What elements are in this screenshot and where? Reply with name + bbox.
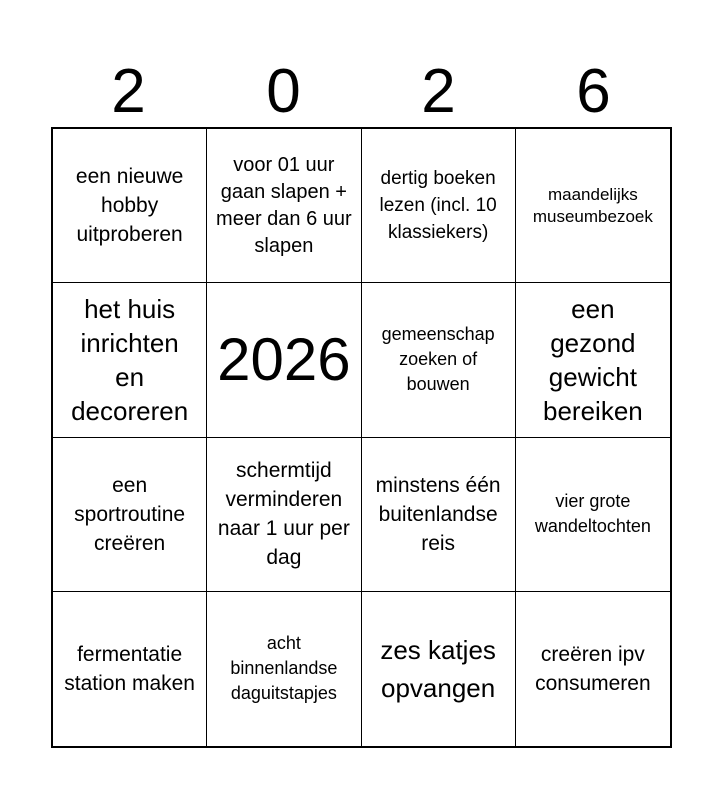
bingo-cell[interactable] [53, 129, 207, 283]
bingo-cell[interactable] [362, 129, 516, 283]
bingo-cell[interactable] [53, 283, 207, 437]
bingo-cell[interactable] [53, 438, 207, 592]
bingo-cell[interactable] [207, 438, 361, 592]
header-letter: 6 [576, 57, 611, 126]
header-letter: 2 [421, 57, 456, 126]
cell-text: minstens één buitenlandse reis [375, 473, 501, 555]
cell-text: het huis inrichten en decoreren [71, 293, 189, 426]
bingo-grid [51, 127, 672, 748]
cell-text: een gezond gewicht bereiken [543, 293, 643, 426]
cell-text: dertig boeken lezen (incl. 10 klassiekers) [379, 168, 497, 244]
bingo-cell[interactable] [362, 283, 516, 437]
free-space-cell[interactable] [207, 283, 361, 437]
cell-text: gemeenschap zoeken of bouwen [381, 324, 495, 395]
cell-text: zes katjes opvangen [380, 634, 496, 703]
bingo-cell[interactable] [516, 438, 670, 592]
cell-text: voor 01 uur gaan slapen + meer dan 6 uur slapen [216, 153, 352, 257]
cell-text: maandelijks museumbezoek [532, 184, 653, 226]
bingo-cell[interactable] [516, 592, 670, 746]
bingo-cell[interactable] [207, 592, 361, 746]
cell-text: vier grote wandeltochten [534, 491, 651, 537]
bingo-cell[interactable] [362, 592, 516, 746]
bingo-cell[interactable] [516, 129, 670, 283]
bingo-cell[interactable] [207, 129, 361, 283]
cell-text: een nieuwe hobby uitproberen [75, 165, 184, 247]
header-letter: 2 [111, 57, 146, 126]
bingo-cell[interactable] [53, 592, 207, 746]
bingo-cell[interactable] [516, 283, 670, 437]
cell-text: schermtijd verminderen naar 1 uur per dag [217, 459, 350, 570]
bingo-cell[interactable] [362, 438, 516, 592]
header-letter: 0 [266, 57, 301, 126]
cell-text: een sportroutine creëren [74, 473, 186, 555]
cell-text: creëren ipv consumeren [535, 642, 651, 695]
cell-text: acht binnenlandse daguitstapjes [230, 633, 338, 704]
cell-text: 2026 [217, 325, 351, 393]
bingo-header [51, 58, 671, 126]
cell-text: fermentatie station maken [64, 642, 195, 695]
